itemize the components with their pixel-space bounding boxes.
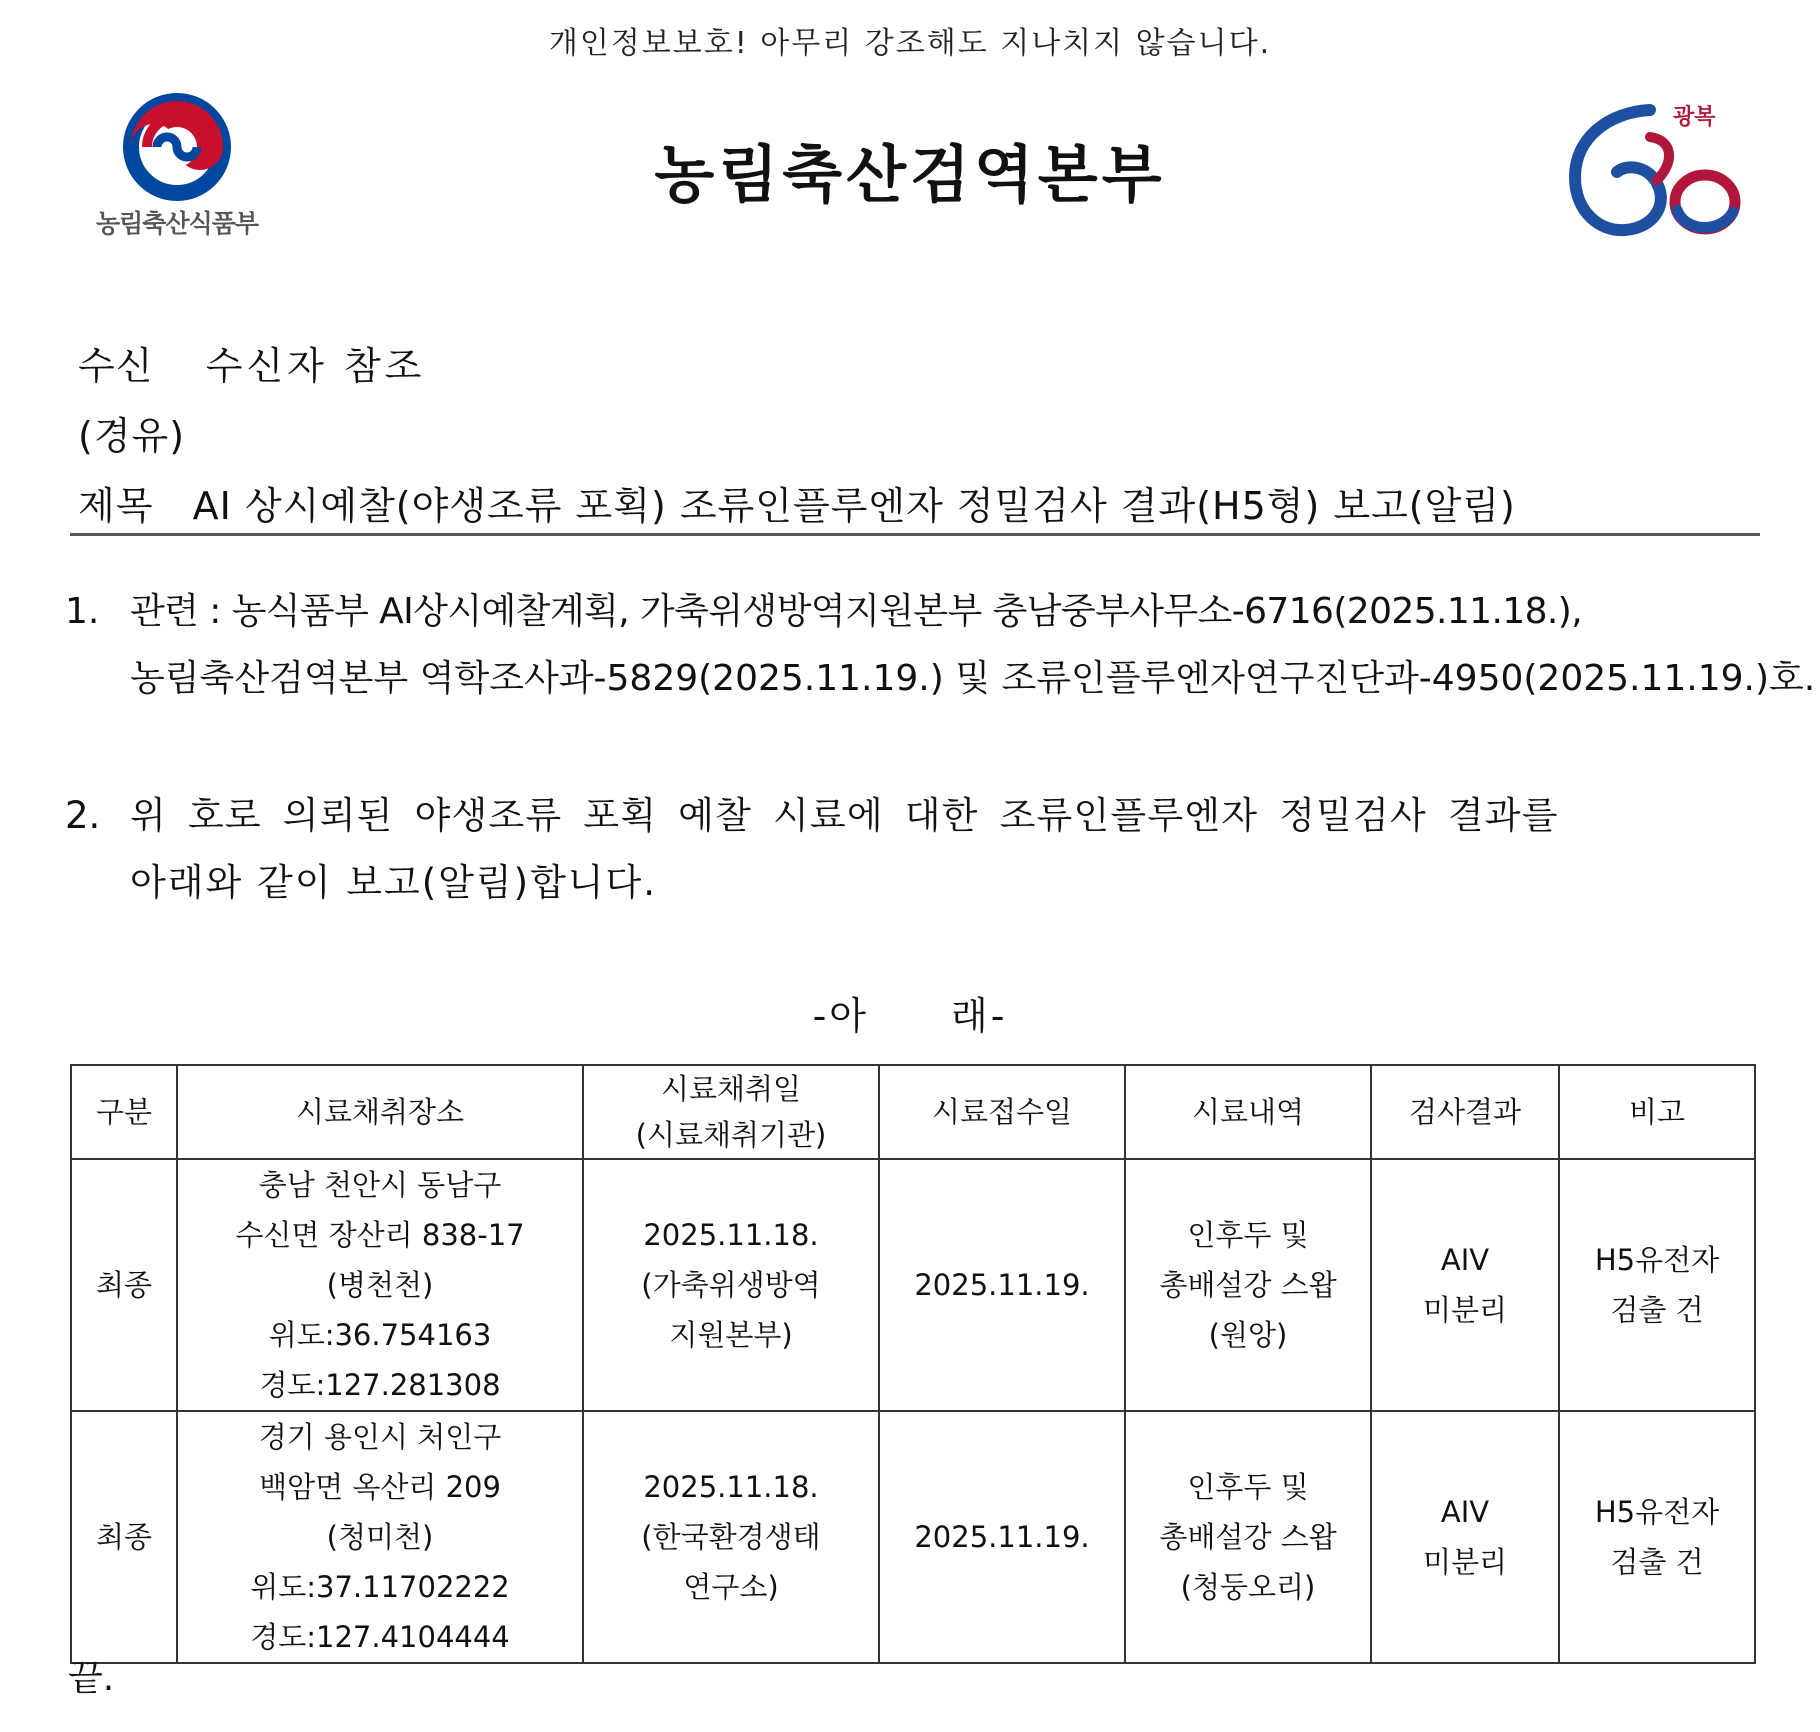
agency-line: 지원본부) — [669, 1318, 793, 1352]
emblem-80-icon — [1555, 92, 1755, 252]
paragraph-1-number: 1. — [65, 591, 100, 632]
cell-received: 2025.11.19. — [879, 1159, 1125, 1411]
cell-result — [1371, 1411, 1559, 1663]
header-sample: 시료내역 — [1125, 1065, 1371, 1159]
note-line: H5유전자 — [1594, 1243, 1720, 1277]
cell-result — [1371, 1159, 1559, 1411]
header-divider — [70, 533, 1760, 536]
cell-received: 2025.11.19. — [879, 1411, 1125, 1663]
paragraph-1-line1: 관련 : 농식품부 AI상시예찰계획, 가축위생방역지원본부 충남중부사무소-6716(2025.11.18.), — [130, 591, 1583, 632]
sample-line: (청둥오리) — [1180, 1570, 1316, 1604]
location-line: (청미천) — [326, 1520, 434, 1554]
header-date-line1: 시료채취일 — [660, 1072, 802, 1106]
sample-line: 인후두 및 — [1187, 1218, 1309, 1252]
agency-line: 연구소) — [683, 1570, 779, 1604]
note-line: H5유전자 — [1594, 1495, 1720, 1529]
paragraph-2-number: 2. — [65, 794, 101, 837]
subject-line — [78, 475, 1516, 530]
sample-line: 인후두 및 — [1187, 1470, 1309, 1504]
sample-line: 총배설강 스왑 — [1159, 1520, 1337, 1554]
collection-date: 2025.11.18. — [643, 1218, 819, 1252]
cell-location — [177, 1411, 583, 1663]
paragraph-2-line2: 아래와 같이 보고(알림)합니다. — [130, 861, 658, 904]
latitude: 위도:36.754163 — [268, 1318, 492, 1352]
agency-line: (한국환경생태 — [641, 1520, 821, 1554]
end-mark: 끝. — [68, 1658, 115, 1699]
table-row — [71, 1411, 1755, 1663]
cell-date — [583, 1159, 879, 1411]
liberation-80-emblem — [1555, 92, 1755, 252]
sample-line: 총배설강 스왑 — [1159, 1268, 1337, 1302]
header-note: 비고 — [1559, 1065, 1755, 1159]
result-line: AIV — [1440, 1243, 1490, 1277]
agency-line: (가축위생방역 — [641, 1268, 821, 1302]
header-received: 시료접수일 — [879, 1065, 1125, 1159]
location-line: 충남 천안시 동남구 — [258, 1168, 502, 1202]
ministry-name: 농림축산식품부 — [95, 209, 259, 238]
sample-line: (원앙) — [1208, 1318, 1288, 1352]
header-date — [583, 1065, 879, 1159]
recipient-value: 수신자 참조 — [205, 344, 426, 388]
table-row — [71, 1159, 1755, 1411]
recipient-label: 수신 — [78, 344, 154, 388]
cell-sample — [1125, 1159, 1371, 1411]
privacy-banner: 개인정보보호! 아무리 강조해도 지나치지 않습니다. — [548, 26, 1272, 61]
location-line: (병천천) — [326, 1268, 434, 1302]
paragraph-2 — [65, 785, 1559, 839]
paragraph-1 — [65, 583, 1582, 634]
cell-sample — [1125, 1411, 1371, 1663]
header-date-line2: (시료채취기관) — [635, 1118, 827, 1152]
subject-label: 제목 — [78, 484, 154, 528]
cell-date — [583, 1411, 879, 1663]
table-header-row — [71, 1065, 1755, 1159]
latitude: 위도:37.11702222 — [250, 1570, 510, 1604]
below-heading: -아 래- — [812, 994, 1008, 1038]
result-line: 미분리 — [1422, 1545, 1508, 1579]
cell-note — [1559, 1411, 1755, 1663]
cell-category: 최종 — [71, 1411, 177, 1663]
header-category: 구분 — [71, 1065, 177, 1159]
note-line: 검출 건 — [1610, 1545, 1704, 1579]
result-line: AIV — [1440, 1495, 1490, 1529]
cell-note — [1559, 1159, 1755, 1411]
collection-date: 2025.11.18. — [643, 1470, 819, 1504]
location-line: 백암면 옥산리 209 — [259, 1470, 501, 1504]
recipient-line — [78, 335, 425, 390]
longitude: 경도:127.281308 — [259, 1368, 501, 1402]
cell-location — [177, 1159, 583, 1411]
note-line: 검출 건 — [1610, 1293, 1704, 1327]
emblem-text: 광복 — [1673, 105, 1716, 130]
location-line: 경기 용인시 처인구 — [258, 1420, 502, 1454]
header-result: 검사결과 — [1371, 1065, 1559, 1159]
paragraph-1-line2: 농림축산검역본부 역학조사과-5829(2025.11.19.) 및 조류인플루엔자연구진단과-4950(2025.11.19.)호. — [130, 658, 1816, 699]
via-line: (경유) — [78, 414, 186, 458]
results-table — [70, 1064, 1756, 1664]
subject-value: AI 상시예찰(야생조류 포획) 조류인플루엔자 정밀검사 결과(H5형) 보고(알림) — [192, 484, 1516, 528]
cell-category: 최종 — [71, 1159, 177, 1411]
header-location: 시료채취장소 — [177, 1065, 583, 1159]
result-line: 미분리 — [1422, 1293, 1508, 1327]
paragraph-2-line1: 위 호로 의뢰된 야생조류 포획 예찰 시료에 대한 조류인플루엔자 정밀검사 결과를 — [130, 794, 1559, 837]
longitude: 경도:127.4104444 — [250, 1620, 510, 1654]
organization-title: 농림축산검역본부 — [654, 138, 1166, 211]
location-line: 수신면 장산리 838-17 — [235, 1218, 525, 1252]
